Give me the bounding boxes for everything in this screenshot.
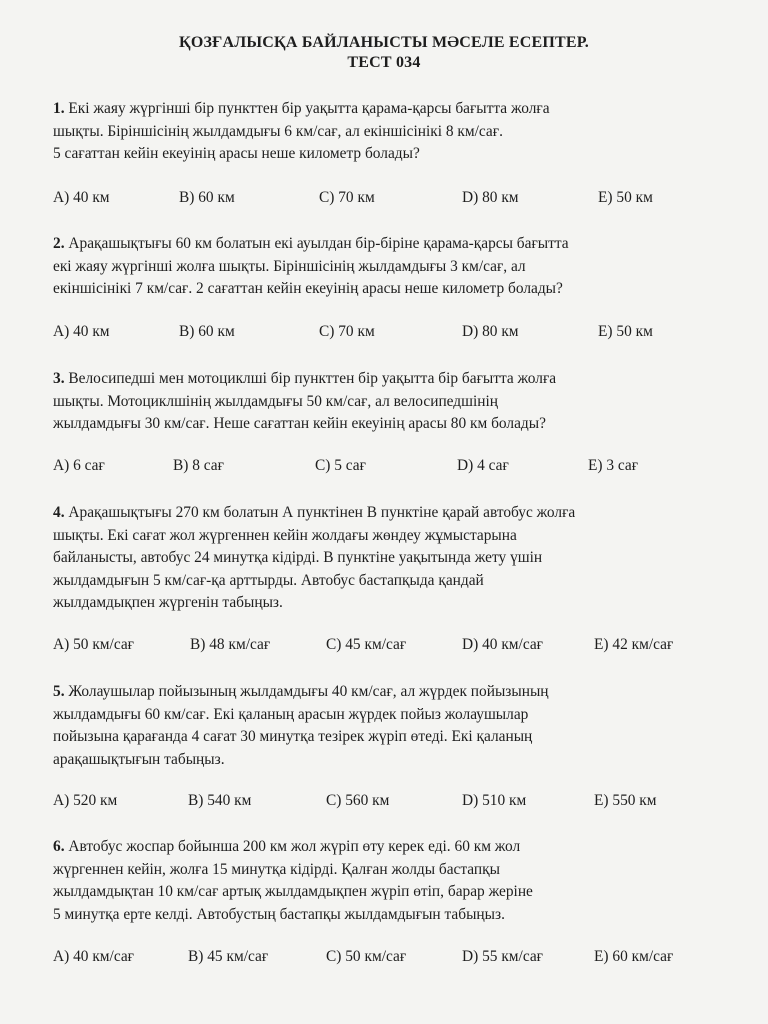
option-e[interactable]: Е) 50 км <box>598 323 653 340</box>
option-b[interactable]: В) 60 км <box>179 189 235 206</box>
test-number: ТЕСТ 034 <box>347 54 421 71</box>
option-a[interactable]: А) 40 км <box>53 323 110 340</box>
question-1 <box>53 98 733 166</box>
option-d[interactable]: D) 510 км <box>462 792 527 809</box>
answer-options-4 <box>53 636 733 658</box>
option-c[interactable]: С) 560 км <box>326 792 390 809</box>
option-a[interactable]: А) 50 км/сағ <box>53 636 134 653</box>
option-c[interactable]: С) 45 км/сағ <box>326 636 407 653</box>
option-e[interactable]: Е) 3 сағ <box>588 457 639 474</box>
question-text: Велосипедші мен мотоциклші бір пункттен бір уақытта бір бағытта жолға <box>68 370 557 387</box>
question-text: жылдамдығын 5 км/сағ-қа арттырды. Автобус бастапқыда қандай <box>53 571 484 589</box>
option-d[interactable]: D) 40 км/сағ <box>462 636 543 653</box>
question-3 <box>53 368 733 436</box>
option-a[interactable]: А) 40 км <box>53 189 110 206</box>
question-4 <box>53 502 733 615</box>
question-line <box>53 681 733 704</box>
question-line <box>53 98 733 121</box>
answer-options-5 <box>53 792 733 814</box>
question-text: байланысты, автобус 24 минутқа кідірді. В пунктіне уақытында жету үшін <box>53 549 543 566</box>
question-text: арақашықтығын табыңыз. <box>53 750 225 768</box>
question-text: Арақашықтығы 60 км болатын екі ауылдан бір-біріне қарама-қарсы бағытта <box>68 235 569 252</box>
option-e[interactable]: Е) 50 км <box>598 189 653 206</box>
question-text: екі жаяу жүргінші жолға шықты. Біріншісінің жылдамдығы 3 км/сағ, ал <box>53 257 526 275</box>
question-5 <box>53 681 733 771</box>
question-line <box>53 502 733 525</box>
answer-options-6 <box>53 948 733 970</box>
answer-options-2 <box>53 323 733 345</box>
page-title: ҚОЗҒАЛЫСҚА БАЙЛАНЫСТЫ МӘСЕЛЕ ЕСЕПТЕР. <box>179 34 589 51</box>
question-text: Екі жаяу жүргінші бір пункттен бір уақытта қарама-қарсы бағытта жолға <box>68 100 550 117</box>
question-number: 3. <box>53 370 65 387</box>
question-2 <box>53 233 733 301</box>
question-text: Арақашықтығы 270 км болатын А пунктінен В пунктіне қарай автобус жолға <box>68 504 576 521</box>
option-b[interactable]: В) 540 км <box>188 792 252 809</box>
question-text: жылдамдығы 30 км/сағ. Неше сағаттан кейін екеуінің арасы 80 км болады? <box>53 415 546 432</box>
option-b[interactable]: В) 45 км/сағ <box>188 948 269 965</box>
question-number: 2. <box>53 235 65 252</box>
question-text: шықты. Екі сағат жол жүргеннен кейін жолдағы жөндеу жұмыстарына <box>53 526 517 544</box>
option-e[interactable]: Е) 42 км/сағ <box>594 636 674 653</box>
answer-options-1 <box>53 189 733 211</box>
question-number: 1. <box>53 100 65 117</box>
option-a[interactable]: А) 520 км <box>53 792 118 809</box>
question-text: Автобус жоспар бойынша 200 км жол жүріп өту керек еді. 60 км жол <box>68 838 521 855</box>
option-e[interactable]: Е) 60 км/сағ <box>594 948 674 965</box>
option-b[interactable]: В) 60 км <box>179 323 235 340</box>
question-text: жылдамдықпен жүргенін табыңыз. <box>53 594 283 611</box>
question-line <box>53 368 733 391</box>
question-6 <box>53 836 733 926</box>
question-number: 6. <box>53 838 65 855</box>
option-a[interactable]: А) 6 сағ <box>53 457 105 474</box>
option-b[interactable]: В) 8 сағ <box>173 457 224 474</box>
question-number: 5. <box>53 683 65 700</box>
question-text: пойызына қарағанда 4 сағат 30 минутқа тезірек жүріп өтеді. Екі қаланың <box>53 728 533 745</box>
question-number: 4. <box>53 504 65 521</box>
option-e[interactable]: Е) 550 км <box>594 792 657 809</box>
question-text: жүргеннен кейін, жолға 15 минутқа кідірді. Қалған жолды бастапқы <box>53 860 500 878</box>
option-b[interactable]: В) 48 км/сағ <box>190 636 271 653</box>
option-d[interactable]: D) 55 км/сағ <box>462 948 543 965</box>
question-line <box>53 836 733 859</box>
question-text: жылдамдығы 60 км/сағ. Екі қаланың арасын жүрдек пойыз жолаушылар <box>53 705 529 723</box>
question-text: екіншісінікі 7 км/сағ. 2 сағаттан кейін екеуінің арасы неше километр болады? <box>53 280 563 297</box>
option-c[interactable]: С) 70 км <box>319 189 375 206</box>
option-d[interactable]: D) 4 сағ <box>457 457 509 474</box>
question-line <box>53 233 733 256</box>
question-text: Жолаушылар пойызының жылдамдығы 40 км/сағ, ал жүрдек пойызының <box>68 683 549 700</box>
question-text: 5 сағаттан кейін екеуінің арасы неше километр болады? <box>53 145 420 162</box>
option-a[interactable]: А) 40 км/сағ <box>53 948 134 965</box>
answer-options-3 <box>53 457 733 479</box>
option-d[interactable]: D) 80 км <box>462 189 519 206</box>
option-d[interactable]: D) 80 км <box>462 323 519 340</box>
option-c[interactable]: С) 50 км/сағ <box>326 948 407 965</box>
question-text: жылдамдықтан 10 км/сағ артық жылдамдықпен жүріп өтіп, барар жеріне <box>53 883 533 900</box>
option-c[interactable]: С) 70 км <box>319 323 375 340</box>
question-text: шықты. Мотоциклшінің жылдамдығы 50 км/сағ, ал велосипедшінің <box>53 392 499 410</box>
option-c[interactable]: С) 5 сағ <box>315 457 366 474</box>
question-text: 5 минутқа ерте келді. Автобустың бастапқы жылдамдығын табыңыз. <box>53 905 505 923</box>
question-text: шықты. Біріншісінің жылдамдығы 6 км/сағ, ал екіншісінікі 8 км/сағ. <box>53 122 503 140</box>
